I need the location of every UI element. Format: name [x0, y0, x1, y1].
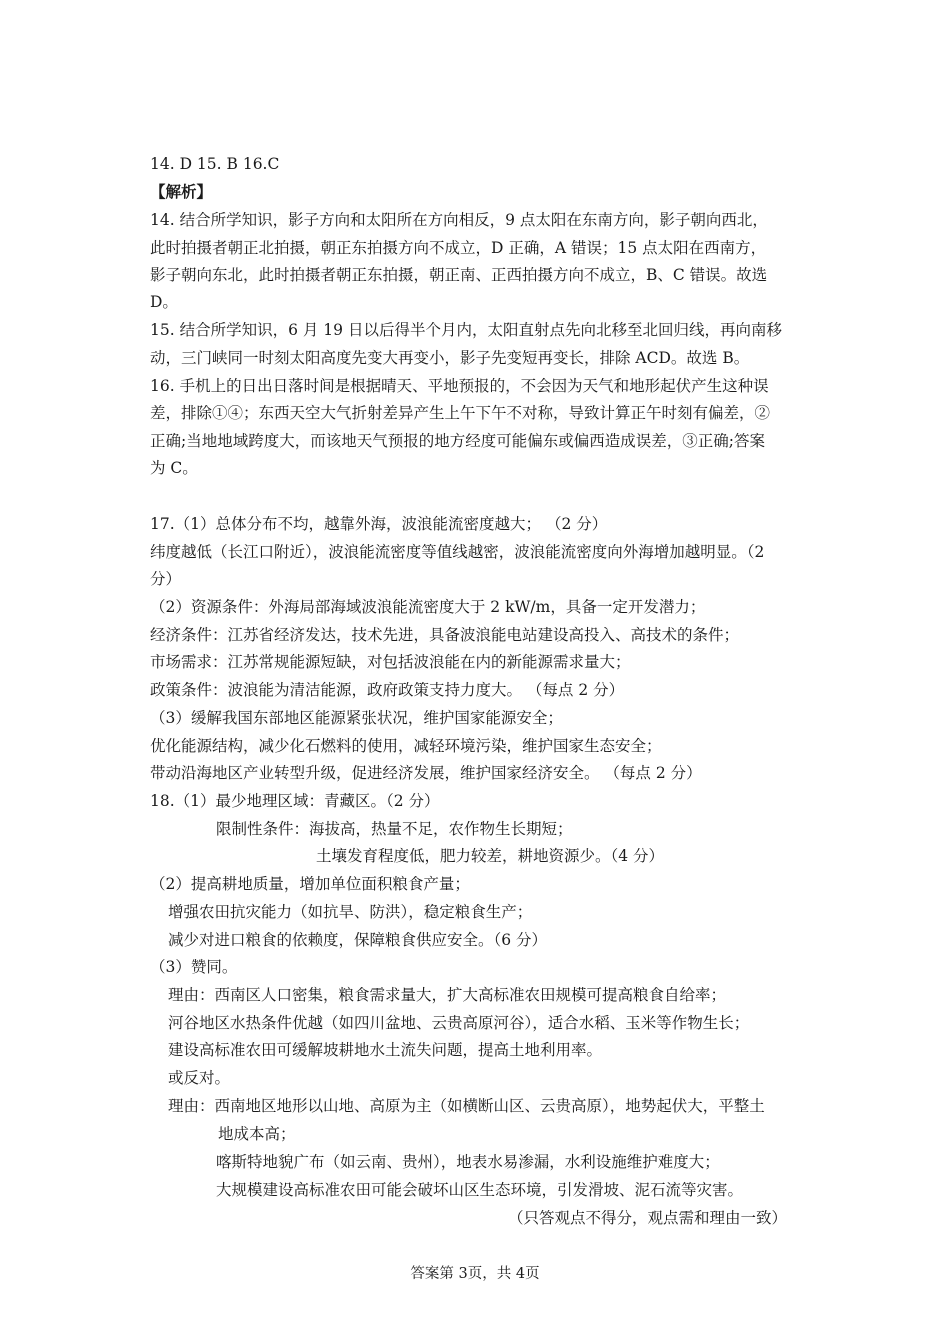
- text-line: 大规模建设高标准农田可能会破坏山区生态环境，引发滑坡、泥石流等灾害。: [216, 1181, 744, 1199]
- text-line: 土壤发育程度低，肥力较差，耕地资源少。（4 分）: [316, 847, 665, 865]
- text-line: 政策条件：波浪能为清洁能源，政府政策支持力度大。 （每点 2 分）: [150, 681, 625, 699]
- answers-line: 14. D 15. B 16.C: [150, 155, 280, 173]
- text-line: （3）缓解我国东部地区能源紧张状况，维护国家能源安全；: [150, 709, 563, 727]
- text-line: 地成本高；: [218, 1125, 296, 1143]
- text-line: 动，三门峡同一时刻太阳高度先变大再变小，影子先变短再变长，排除 ACD。故选 B。: [150, 349, 750, 367]
- text-line: （2）提高耕地质量，增加单位面积粮食产量；: [150, 875, 470, 893]
- text-line: 16. 手机上的日出日落时间是根据晴天、平地预报的，不会因为天气和地形起伏产生这种误: [150, 377, 769, 395]
- text-line: 或反对。: [168, 1069, 231, 1087]
- text-line: 15. 结合所学知识，6 月 19 日以后得半个月内，太阳直射点先向北移至北回归线，再向南移: [150, 321, 782, 339]
- text-line: 差，排除①④；东西天空大气折射差异产生上午下午不对称，导致计算正午时刻有偏差，②: [150, 404, 771, 422]
- text-line: 影子朝向东北，此时拍摄者朝正东拍摄，朝正南、正西拍摄方向不成立，B、C 错误。故选: [150, 266, 768, 284]
- text-line: 喀斯特地貌广布（如云南、贵州），地表水易渗漏，水利设施维护难度大；: [216, 1153, 720, 1171]
- page-footer: 答案第 3页，共 4页: [410, 1266, 540, 1282]
- text-line: 理由：西南区人口密集，粮食需求量大，扩大高标准农田规模可提高粮食自给率；: [168, 986, 727, 1004]
- text-line: 减少对进口粮食的依赖度，保障粮食供应安全。（6 分）: [168, 931, 548, 949]
- text-line: D。: [150, 293, 178, 311]
- text-line: 14. 结合所学知识，影子方向和太阳所在方向相反，9 点太阳在东南方向，影子朝向西北，: [150, 211, 768, 229]
- text-line: 优化能源结构，减少化石燃料的使用，减轻环境污染，维护国家生态安全；: [150, 737, 662, 755]
- text-line: 为 C。: [150, 459, 198, 477]
- text-line: 18.（1）最少地理区域：青藏区。（2 分）: [150, 792, 440, 810]
- text-line: 经济条件：江苏省经济发达，技术先进，具备波浪能电站建设高投入、高技术的条件；: [150, 626, 740, 644]
- text-line: （2）资源条件：外海局部海域波浪能流密度大于 2 kW/m，具备一定开发潜力；: [150, 598, 706, 616]
- text-line: （3）赞同。: [150, 958, 238, 976]
- text-line: 理由：西南地区地形以山地、高原为主（如横断山区、云贵高原），地势起伏大，平整土: [168, 1097, 765, 1115]
- text-line: 建设高标准农田可缓解坡耕地水土流失问题，提高土地利用率。: [168, 1041, 603, 1059]
- text-line: 此时拍摄者朝正北拍摄，朝正东拍摄方向不成立，D 正确，A 错误；15 点太阳在西南方，: [150, 239, 767, 257]
- analysis-heading: 【解析】: [150, 182, 213, 201]
- text-line: （只答观点不得分，观点需和理由一致）: [508, 1209, 788, 1227]
- text-line: 正确;当地地域跨度大，而该地天气预报的地方经度可能偏东或偏西造成误差，③正确;答案: [150, 432, 765, 450]
- text-line: 17.（1）总体分布不均，越靠外海，波浪能流密度越大； （2 分）: [150, 515, 608, 533]
- text-line: 分）: [150, 570, 182, 588]
- text-line: 增强农田抗灾能力（如抗旱、防洪），稳定粮食生产；: [168, 903, 533, 921]
- text-line: 河谷地区水热条件优越（如四川盆地、云贵高原河谷），适合水稻、玉米等作物生长；: [168, 1014, 750, 1032]
- text-line: 市场需求：江苏常规能源短缺，对包括波浪能在内的新能源需求量大；: [150, 653, 631, 671]
- text-line: 限制性条件：海拔高，热量不足，农作物生长期短；: [216, 820, 573, 838]
- text-line: 带动沿海地区产业转型升级，促进经济发展，维护国家经济安全。 （每点 2 分）: [150, 764, 702, 782]
- text-line: 纬度越低（长江口附近），波浪能流密度等值线越密，波浪能流密度向外海增加越明显。（2: [150, 543, 765, 561]
